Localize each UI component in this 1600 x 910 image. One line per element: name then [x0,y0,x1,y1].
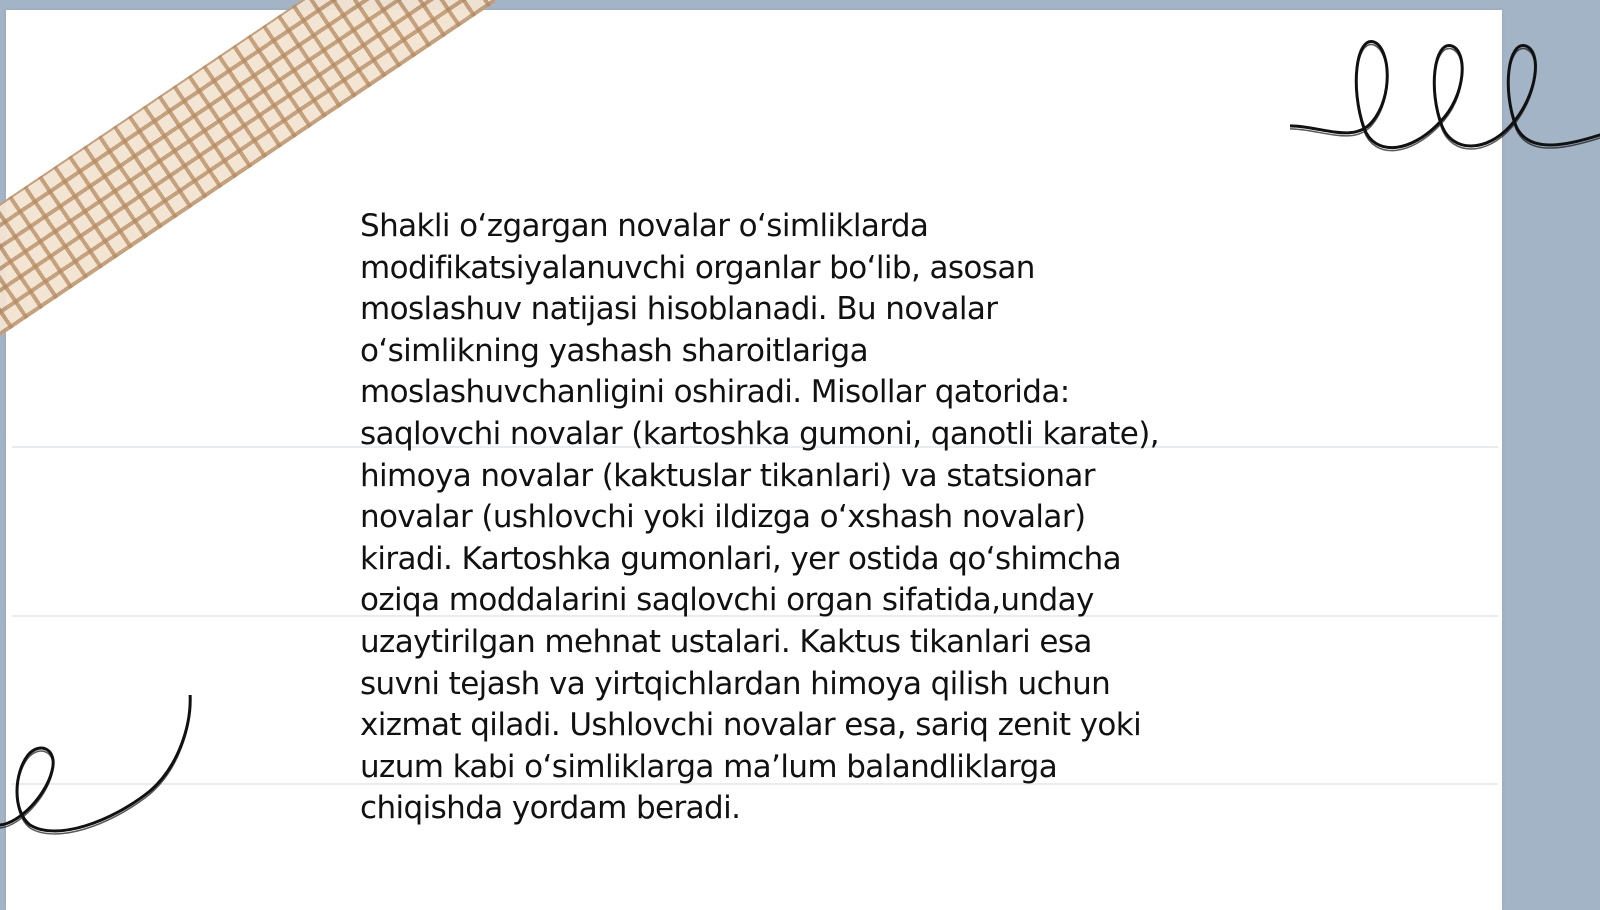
swirl-loops-icon [1290,30,1600,170]
swirl-stroke-icon [0,695,200,855]
body-paragraph: Shakli oʻzgargan novalar oʻsimliklarda modifikatsiyalanuvchi organlar boʻlib, asosan moslashuv natijasi hisoblanadi. Bu novalar oʻsimlikning yashash sharoitlariga moslashuvchanligini oshiradi. Misollar qatorida: saqlovchi novalar (kartoshka gumoni, qanotli karate), himoya novalar (kaktuslar tikanlari) va statsionar novalar (ushlovchi yoki ildizga oʻxshash novalar) kiradi. Kartoshka gumonlari, yer ostida qoʻshimcha oziqa moddalarini saqlovchi organ sifatida,unday uzaytirilgan mehnat ustalari. Kaktus tikanlari esa suvni tejash va yirtqichlardan himoya qilish uchun xizmat qiladi. Ushlovchi novalar esa, sariq zenit yoki uzum kabi oʻsimliklarga maʼlum balandliklarga chiqishda yordam beradi. [360,208,1159,827]
